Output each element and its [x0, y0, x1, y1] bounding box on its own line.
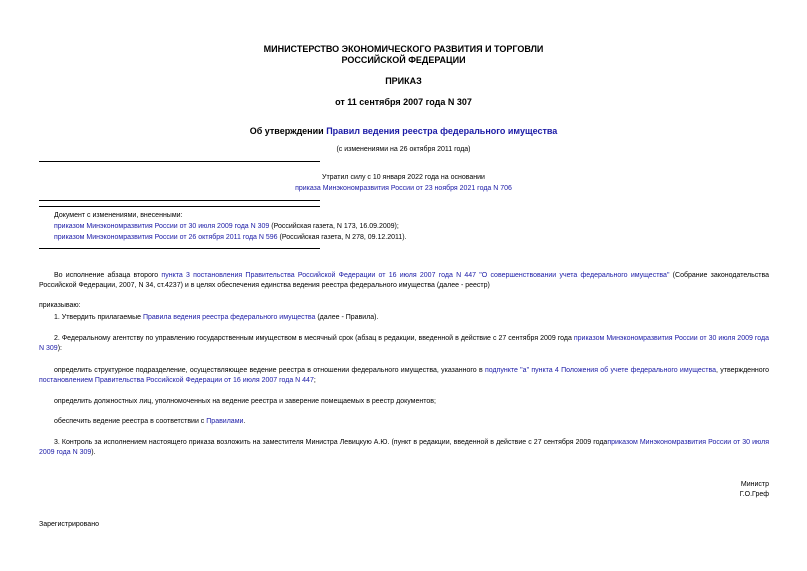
p2-text: ):: [57, 345, 62, 352]
p2a-link1[interactable]: подпункте "а" пункта 4 Положения об учете федерального имущества: [484, 367, 717, 374]
paragraph-2b: определить должностных лиц, уполномоченных на ведение реестра и заверение помещаемых в реестр документов;: [54, 398, 436, 405]
intro-text: Во исполнение абзаца второго: [54, 272, 162, 279]
p3-text: ).: [91, 449, 96, 456]
changes-item2-text: (Российская газета, N 278, 09.12.2011).: [277, 234, 407, 241]
p2c-link[interactable]: Правилами: [206, 418, 244, 425]
signature-name: Г.О.Греф: [739, 491, 769, 498]
changes-item1-link[interactable]: приказом Минэкономразвития России от 30 июля 2009 года N 309: [54, 223, 270, 230]
p2a-text: ;: [313, 377, 316, 384]
changes-item1-text: (Российская газета, N 173, 16.09.2009);: [269, 223, 399, 230]
p2-text: 2. Федеральному агентству по управлению государственным имуществом в месячный срок (абзац в редакции, введенной в действие с 27 сентября 2009 года: [54, 335, 574, 342]
document-title: [0, 126, 807, 136]
divider: [39, 248, 320, 249]
signature-title: Министр: [740, 481, 769, 488]
paragraph-1: [39, 313, 769, 323]
intro-link[interactable]: пункта 3 постановления Правительства Российской Федерации от 16 июля 2007 года N 447 "О совершенствовании учета федерального имущества": [161, 272, 670, 279]
p2a-text: определить структурное подразделение, осуществляющее ведение реестра в отношении федерального имущества, указанного в: [54, 367, 485, 374]
registered-note: Зарегистрировано: [39, 521, 99, 528]
paragraph-2c: [39, 417, 769, 427]
divider: [39, 161, 320, 162]
paragraph-3: [39, 438, 769, 458]
changes-item2-link[interactable]: приказом Минэкономразвития России от 26 октября 2011 года N 596: [54, 234, 278, 241]
p1-text: (далее - Правила).: [315, 314, 379, 321]
order-word: приказываю:: [39, 302, 81, 309]
p1-link[interactable]: Правила ведения реестра федерального имущества: [142, 314, 316, 321]
document-type: ПРИКАЗ: [385, 76, 422, 86]
p2a-text: , утвержденного: [716, 367, 769, 374]
p1-text: 1. Утвердить прилагаемые: [54, 314, 143, 321]
p2c-text: .: [243, 418, 246, 425]
paragraph-2: [39, 334, 769, 354]
intro-paragraph: [39, 271, 769, 291]
divider: [39, 200, 320, 201]
ministry-name-line2: РОССИЙСКОЙ ФЕДЕРАЦИИ: [341, 55, 466, 65]
p2-link[interactable]: приказом Минэкономразвития России от 30 июля 2009 года N 309: [39, 335, 770, 352]
p3-link[interactable]: приказом Минэкономразвития России от 30 июля 2009 года N 309: [39, 439, 769, 456]
ministry-name-line1: МИНИСТЕРСТВО ЭКОНОМИЧЕСКОГО РАЗВИТИЯ И ТОРГОВЛИ: [263, 44, 544, 54]
expired-note: Утратил силу с 10 января 2022 года на основании: [322, 174, 485, 181]
changes-item: [54, 234, 407, 241]
title-link[interactable]: Правил ведения реестра федерального имущества: [326, 126, 558, 136]
revision-note: (с изменениями на 26 октября 2011 года): [336, 146, 471, 153]
paragraph-2a: [39, 366, 769, 386]
document-date: от 11 сентября 2007 года N 307: [335, 97, 472, 107]
p2c-text: обеспечить ведение реестра в соответствии с: [54, 418, 207, 425]
title-prefix: Об утверждении: [249, 126, 327, 136]
p2a-link2[interactable]: постановлением Правительства Российской Федерации от 16 июля 2007 года N 447: [39, 377, 314, 384]
expired-link[interactable]: приказа Минэкономразвития России от 23 ноября 2021 года N 706: [295, 185, 512, 192]
p3-text: 3. Контроль за исполнением настоящего приказа возложить на заместителя Министра Левицкую А.Ю. (пункт в редакции, введенной в действие с 27 сентября 2009 года: [54, 439, 608, 446]
changes-heading: Документ с изменениями, внесенными:: [54, 212, 183, 219]
divider: [39, 206, 320, 207]
changes-item: [54, 223, 399, 230]
intro-text: (Собрание законодательства Российской Федерации, 2007, N 34, ст.4237) и в целях обеспечения единства ведения реестра федерального имущества (далее - реестр): [39, 272, 769, 289]
